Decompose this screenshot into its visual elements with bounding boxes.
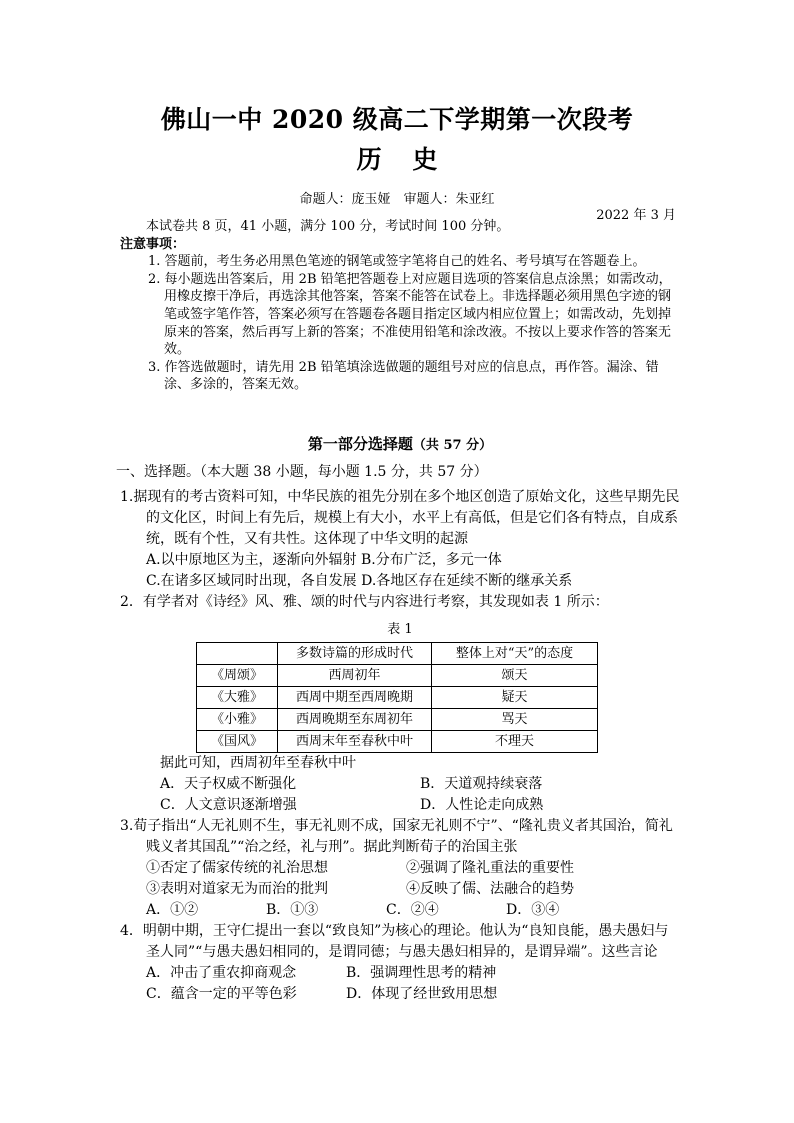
table-header-cell: 多数诗篇的形成时代: [278, 643, 432, 665]
option-b: B．天道观持续衰落: [420, 776, 543, 792]
exam-title: 佛山一中 2020 级高二下学期第一次段考: [160, 105, 634, 134]
options-row: [120, 984, 680, 1005]
question-stem: 3.荀子指出“人无礼则不生，事无礼则不成，国家无礼则不宁”、“隆礼贵义者其国治，简礼贱义者其国乱”“治之经，礼与刑”。据此判断荀子的治国主张: [120, 818, 673, 855]
question-2: [120, 592, 680, 816]
question-3: [120, 816, 680, 921]
table-cell: 西周晚期至东周初年: [278, 709, 432, 731]
exam-body: [120, 218, 680, 465]
table-header-cell: 整体上对“天”的态度: [432, 643, 598, 665]
table-row: [197, 665, 598, 687]
option-d: D．③④: [506, 902, 560, 918]
question-stem: 2．有学者对《诗经》风、雅、颂的时代与内容进行考察，其发现如表 1 所示：: [120, 594, 609, 610]
data-table: [196, 642, 598, 753]
table-cell: 《国风》: [197, 731, 278, 753]
questions-area: [116, 462, 680, 1005]
item-4: ④反映了儒、法融合的趋势: [406, 881, 574, 897]
notes-label: 注意事项：: [120, 236, 186, 252]
exam-authors: 命题人：庞玉娅 审题人：朱亚红: [299, 192, 495, 207]
table-row: [197, 709, 598, 731]
items-row: [120, 879, 680, 900]
item-2: ②强调了隆礼重法的重要性: [406, 860, 574, 876]
items-row: [120, 858, 680, 879]
table-cell: 西周中期至西周晚期: [278, 687, 432, 709]
table-row: [197, 687, 598, 709]
table-cell: 西周末年至春秋中叶: [278, 731, 432, 753]
question-options: C.在诸多区域同时出现，各自发展 D.各地区存在延续不断的继承关系: [146, 573, 573, 589]
question-lead: 据此可知，西周初年至春秋中叶: [160, 755, 356, 771]
part-heading: 一、选择题。（本大题 38 小题，每小题 1.5 分，共 57 分）: [116, 464, 488, 480]
options-row: [120, 795, 680, 816]
option-a: A．天子权威不断强化: [160, 776, 297, 792]
option-c: C．人文意识逐渐增强: [160, 797, 297, 813]
table-cell: 颂天: [432, 665, 598, 687]
item-1: ①否定了儒家传统的礼治思想: [146, 860, 328, 876]
question-1: [120, 487, 680, 592]
exam-subject: 历 史: [356, 145, 438, 174]
table-cell: 不理天: [432, 731, 598, 753]
note-item: 3. 作答选做题时，请先用 2B 铅笔填涂选做题的题组号对应的信息点，再作答。漏涂、错涂、多涂的，答案无效。: [148, 359, 659, 393]
section-title-text: 第一部分选择题: [307, 434, 413, 453]
note-item: 1. 答题前，考生务必用黑色笔迹的钢笔或签字笔将自己的姓名、考号填写在答题卷上。: [148, 254, 646, 270]
table-caption: 表 1: [387, 622, 413, 637]
option-a: A．冲击了重农抑商观念: [146, 965, 297, 981]
option-b: B．①③: [266, 902, 319, 918]
option-d: D．体现了经世致用思想: [346, 986, 498, 1002]
options-row: [120, 774, 680, 795]
table-row: [197, 731, 598, 753]
intro-line: 本试卷共 8 页，41 小题，满分 100 分，考试时间 100 分钟。: [146, 219, 510, 234]
table-cell: 西周初年: [278, 665, 432, 687]
question-4: [120, 921, 680, 1005]
question-options: A.以中原地区为主，逐渐向外辐射 B.分布广泛，多元一体: [146, 552, 502, 568]
question-stem: 4．明朝中期，王守仁提出一套以“致良知”为核心的理论。他认为“良知良能，愚夫愚妇与圣人同”“与愚夫愚妇相同的，是谓同德；与愚夫愚妇相异的，是谓异端”。这些言论: [120, 923, 669, 960]
section-title: [120, 436, 680, 455]
note-item: 2. 每小题选出答案后，用 2B 铅笔把答题卷上对应题目选项的答案信息点涂黑；如需改动，用橡皮擦干净后，再选涂其他答案，答案不能答在试卷上。非选择题必须用黑色字迹的钢笔或签字笔作答，答案必须写在答题卷各题目指定区域内相应位置上；如需改动，先划掉原来的答案，然后再写上新的答案；不准使用铅笔和涂改液。不按以上要求作答的答案无效。: [148, 271, 672, 358]
table-cell: 骂天: [432, 709, 598, 731]
table-header-row: [197, 643, 598, 665]
table-cell: 《小雅》: [197, 709, 278, 731]
table-cell: 疑天: [432, 687, 598, 709]
options-row: [120, 900, 680, 921]
option-a: A．①②: [146, 902, 199, 918]
option-b: B．强调理性思考的精神: [346, 965, 497, 981]
option-c: C．②④: [386, 902, 439, 918]
question-stem: 1.据现有的考古资料可知，中华民族的祖先分别在多个地区创造了原始文化，这些早期先民的文化区，时间上有先后，规模上有大小，水平上有高低，但是它们各有特点，自成系统，既有个性，又有共性。这体现了中华文明的起源: [120, 489, 680, 547]
item-3: ③表明对道家无为而治的批判: [146, 881, 328, 897]
option-c: C．蕴含一定的平等色彩: [146, 986, 297, 1002]
section-score: （共 57 分）: [412, 437, 493, 453]
option-d: D．人性论走向成熟: [420, 797, 544, 813]
exam-date: 2022 年 3 月: [596, 208, 676, 223]
options-row: [120, 963, 680, 984]
table-cell: 《大雅》: [197, 687, 278, 709]
table-cell: 《周颂》: [197, 665, 278, 687]
table-header-cell: [197, 643, 278, 665]
